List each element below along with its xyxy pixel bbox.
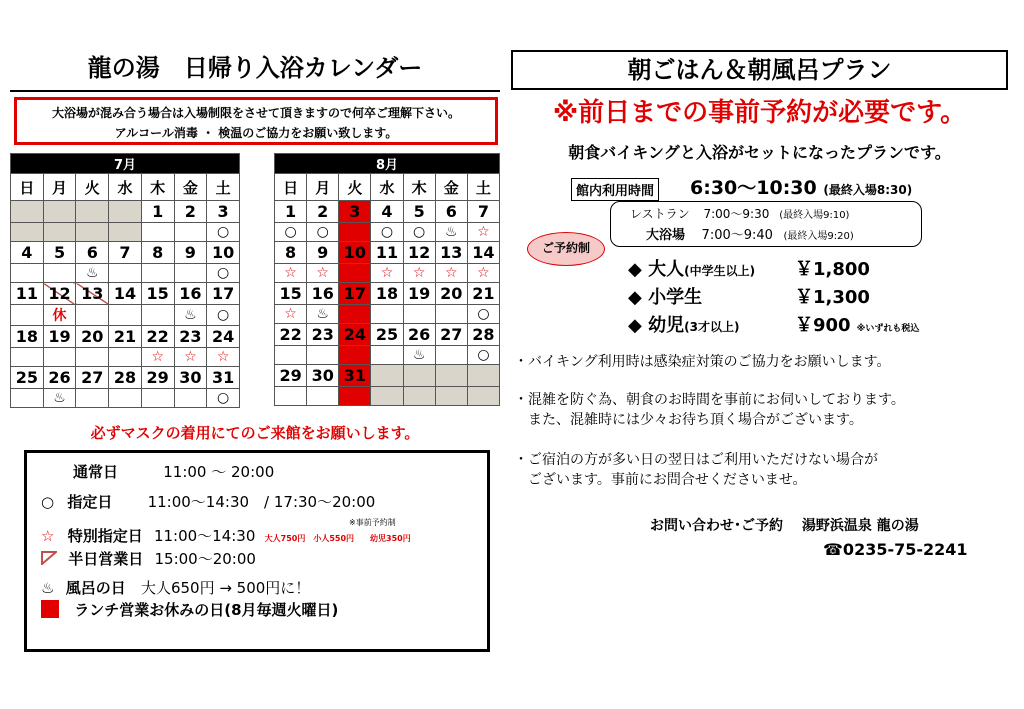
day-cell: 24 — [207, 326, 240, 348]
note-crowd-1: ・混雑を防ぐ為、朝食のお時間を事前にお伺いしております。 — [514, 392, 905, 408]
legend-special-prices: 大人750円 小人550円 幼児350円 — [264, 534, 411, 543]
legend-special-time: 11:00～14:30 — [153, 527, 256, 545]
day-cell: 20 — [435, 283, 467, 305]
day-mark — [339, 264, 371, 283]
day-cell: 4 — [11, 242, 44, 264]
day-mark: ☆ — [207, 348, 240, 367]
day-mark: ○ — [371, 223, 403, 242]
weekday-header: 日 — [11, 174, 44, 201]
day-cell: 25 — [11, 367, 44, 389]
day-cell — [43, 201, 76, 223]
day-mark: ♨ — [403, 346, 435, 365]
red-square-icon — [41, 600, 59, 618]
day-cell: 28 — [109, 367, 142, 389]
day-mark — [76, 348, 109, 367]
restaurant-time: 7:00～9:30 — [703, 207, 770, 221]
price-amount: ￥1,300 — [795, 287, 870, 308]
notice-line-2: アルコール消毒 ・ 検温のご協力をお願い致します。 — [114, 126, 398, 140]
day-mark — [174, 264, 207, 283]
day-mark: ☆ — [371, 264, 403, 283]
day-cell: 16 — [307, 283, 339, 305]
day-mark — [339, 305, 371, 324]
day-cell: 24 — [339, 324, 371, 346]
legend-bath-day-label: 風呂の日 — [65, 579, 126, 597]
day-mark: ○ — [307, 223, 339, 242]
weekday-header: 水 — [371, 174, 403, 201]
weekday-header: 火 — [76, 174, 109, 201]
day-mark: ○ — [467, 305, 499, 324]
circle-icon: ○ — [41, 493, 55, 511]
day-cell: 21 — [109, 326, 142, 348]
weekday-header: 金 — [174, 174, 207, 201]
day-mark — [307, 387, 339, 406]
day-mark — [307, 346, 339, 365]
day-cell: 11 — [371, 242, 403, 264]
legend-special-reserve: ※事前予約制 — [349, 518, 396, 527]
day-mark — [339, 387, 371, 406]
price-child: ◆ 小学生 ￥1,300 — [628, 283, 702, 309]
note-guests-2: ございます。事前にお問合せくださいませ。 — [514, 472, 807, 488]
day-mark: ♨ — [76, 264, 109, 283]
day-cell: 25 — [371, 324, 403, 346]
price-infant: ◆ 幼児(3才以上) ￥900 ※いずれも税込 — [628, 311, 739, 337]
hours-main-time: 6:30～10:30 — [690, 177, 817, 199]
weekday-header: 水 — [109, 174, 142, 201]
hours-main — [690, 173, 912, 200]
day-cell: 2 — [174, 201, 207, 223]
day-mark — [11, 389, 44, 408]
day-mark: ☆ — [275, 264, 307, 283]
day-cell: 12 — [403, 242, 435, 264]
day-mark: ☆ — [435, 264, 467, 283]
weekday-header: 月 — [307, 174, 339, 201]
day-cell: 3 — [339, 201, 371, 223]
day-cell — [76, 201, 109, 223]
weekday-header: 木 — [403, 174, 435, 201]
day-cell: 29 — [275, 365, 307, 387]
restaurant-last: (最終入場9:10) — [779, 210, 850, 221]
legend-halfday — [41, 548, 256, 569]
weekday-header: 日 — [275, 174, 307, 201]
day-mark: ☆ — [467, 264, 499, 283]
day-cell: 22 — [275, 324, 307, 346]
price-amount: ￥900 — [795, 315, 851, 336]
day-cell: 5 — [403, 201, 435, 223]
legend-designated-label: 指定日 — [67, 493, 113, 511]
month-label: 7月 — [11, 154, 240, 174]
legend-halfday-label: 半日営業日 — [68, 550, 144, 568]
bath-last: (最終入場9:20) — [783, 231, 854, 242]
day-cell: 12 — [43, 283, 76, 305]
halfday-triangle-icon — [41, 550, 57, 568]
day-cell: 14 — [467, 242, 499, 264]
legend-box — [24, 450, 490, 652]
legend-halfday-time: 15:00～20:00 — [154, 550, 256, 568]
day-cell — [403, 365, 435, 387]
day-mark: ☆ — [275, 305, 307, 324]
day-cell: 28 — [467, 324, 499, 346]
price-note: (中学生以上) — [684, 264, 756, 278]
day-mark — [141, 305, 174, 326]
month-label: 8月 — [275, 154, 500, 174]
day-mark: ○ — [403, 223, 435, 242]
day-cell — [435, 365, 467, 387]
day-cell: 5 — [43, 242, 76, 264]
day-mark: ○ — [207, 223, 240, 242]
day-mark — [76, 223, 109, 242]
day-mark — [11, 223, 44, 242]
restaurant-hours — [630, 205, 849, 222]
day-mark: ♨ — [307, 305, 339, 324]
reservation-required: ※前日までの事前予約が必要です。 — [552, 98, 967, 128]
day-mark — [109, 348, 142, 367]
day-mark — [371, 387, 403, 406]
note-infection: ・バイキング利用時は感染症対策のご協力をお願いします。 — [514, 354, 891, 370]
hours-label: 館内利用時間 — [571, 178, 659, 201]
mask-notice: 必ずマスクの着用にてのご来館をお願いします。 — [90, 424, 420, 442]
day-mark: ☆ — [307, 264, 339, 283]
weekday-header: 月 — [43, 174, 76, 201]
day-mark — [11, 348, 44, 367]
plan-title: 朝ごはん＆朝風呂プラン — [511, 50, 1008, 90]
price-note: (3才以上) — [684, 320, 740, 334]
price-label: 幼児 — [648, 315, 685, 336]
note-crowd-2: また、混雑時には少々お待ち頂く場合がございます。 — [514, 412, 863, 428]
day-mark: ☆ — [174, 348, 207, 367]
day-mark — [141, 223, 174, 242]
bath-hours — [646, 224, 854, 243]
day-mark — [275, 387, 307, 406]
phone-number[interactable]: ☎0235-75-2241 — [823, 540, 968, 559]
legend-bath-day — [41, 577, 310, 598]
day-mark — [371, 305, 403, 324]
day-mark: ♨ — [43, 389, 76, 408]
weekday-header: 火 — [339, 174, 371, 201]
day-cell: 29 — [141, 367, 174, 389]
day-mark — [141, 264, 174, 283]
day-cell: 18 — [11, 326, 44, 348]
day-mark — [435, 346, 467, 365]
weekday-header: 土 — [207, 174, 240, 201]
reservation-bubble: ご予約制 — [527, 232, 605, 266]
legend-lunch-closed — [41, 599, 338, 620]
day-mark — [109, 305, 142, 326]
day-cell: 19 — [403, 283, 435, 305]
legend-special — [41, 525, 411, 546]
day-cell: 9 — [307, 242, 339, 264]
note-guests-1: ・ご宿泊の方が多い日の翌日はご利用いただけない場合が — [514, 452, 878, 468]
day-cell: 19 — [43, 326, 76, 348]
day-mark — [435, 305, 467, 324]
day-cell: 10 — [339, 242, 371, 264]
day-mark — [109, 389, 142, 408]
day-cell: 18 — [371, 283, 403, 305]
tax-note: ※いずれも税込 — [856, 324, 920, 334]
legend-lunch-closed-text: ランチ営業お休みの日(8月毎週火曜日) — [74, 601, 339, 619]
day-cell: 17 — [339, 283, 371, 305]
day-mark — [141, 389, 174, 408]
day-mark — [76, 305, 109, 326]
day-cell: 15 — [275, 283, 307, 305]
day-cell — [467, 365, 499, 387]
day-cell: 27 — [76, 367, 109, 389]
day-mark: ☆ — [403, 264, 435, 283]
price-label: 小学生 — [648, 287, 703, 308]
hours-last-entry: (最終入場8:30) — [823, 183, 913, 197]
day-mark — [11, 305, 44, 326]
weekday-header: 金 — [435, 174, 467, 201]
legend-designated — [41, 491, 375, 512]
august-calendar — [274, 153, 500, 406]
day-cell: 11 — [11, 283, 44, 305]
price-amount-wrap — [795, 311, 919, 337]
day-cell: 21 — [467, 283, 499, 305]
day-cell: 6 — [435, 201, 467, 223]
contact-text: お問い合わせ･ご予約 湯野浜温泉 龍の湯 — [650, 518, 919, 534]
day-cell: 1 — [275, 201, 307, 223]
day-cell: 30 — [174, 367, 207, 389]
day-cell: 31 — [207, 367, 240, 389]
day-cell: 7 — [109, 242, 142, 264]
day-cell: 7 — [467, 201, 499, 223]
price-adult: ◆ 大人(中学生以上) ￥1,800 — [628, 255, 755, 281]
day-mark: ○ — [275, 223, 307, 242]
day-mark — [435, 387, 467, 406]
day-mark: ☆ — [141, 348, 174, 367]
day-cell — [109, 201, 142, 223]
day-cell: 16 — [174, 283, 207, 305]
day-mark: ○ — [207, 264, 240, 283]
day-cell: 8 — [141, 242, 174, 264]
calendar-title: 龍の湯 日帰り入浴カレンダー — [10, 48, 500, 92]
day-cell: 1 — [141, 201, 174, 223]
july-calendar — [10, 153, 240, 408]
day-mark — [403, 305, 435, 324]
day-cell — [371, 365, 403, 387]
day-cell: 3 — [207, 201, 240, 223]
day-mark — [43, 348, 76, 367]
day-mark — [43, 264, 76, 283]
legend-special-label: 特別指定日 — [67, 527, 143, 545]
price-label: 大人 — [648, 259, 685, 280]
day-cell: 13 — [435, 242, 467, 264]
day-cell — [11, 201, 44, 223]
legend-designated-time: 11:00～14:30 / 17:30～20:00 — [147, 493, 376, 511]
day-cell: 26 — [43, 367, 76, 389]
hot-spring-icon: ♨ — [41, 579, 55, 597]
day-mark — [371, 346, 403, 365]
day-mark — [11, 264, 44, 283]
day-mark — [467, 387, 499, 406]
day-mark — [76, 389, 109, 408]
bath-time: 7:00～9:40 — [701, 228, 773, 243]
day-cell: 2 — [307, 201, 339, 223]
star-icon: ☆ — [41, 527, 55, 545]
day-cell: 23 — [307, 324, 339, 346]
day-mark — [339, 346, 371, 365]
day-cell: 22 — [141, 326, 174, 348]
day-cell: 8 — [275, 242, 307, 264]
day-cell: 31 — [339, 365, 371, 387]
day-mark: ♨ — [435, 223, 467, 242]
day-cell: 26 — [403, 324, 435, 346]
day-mark — [339, 223, 371, 242]
day-cell: 9 — [174, 242, 207, 264]
weekday-header: 木 — [141, 174, 174, 201]
day-mark — [43, 223, 76, 242]
day-cell: 17 — [207, 283, 240, 305]
day-mark — [174, 389, 207, 408]
restaurant-label: レストラン — [630, 207, 690, 221]
bath-label: 大浴場 — [646, 228, 686, 243]
legend-normal-label: 通常日 — [73, 463, 119, 481]
day-cell: 30 — [307, 365, 339, 387]
weekday-header: 土 — [467, 174, 499, 201]
day-cell: 23 — [174, 326, 207, 348]
day-cell: 14 — [109, 283, 142, 305]
day-mark: ♨ — [174, 305, 207, 326]
day-mark — [275, 346, 307, 365]
day-cell: 4 — [371, 201, 403, 223]
day-mark — [109, 223, 142, 242]
day-cell: 27 — [435, 324, 467, 346]
day-cell: 6 — [76, 242, 109, 264]
notice-box — [14, 97, 498, 145]
legend-normal-time: 11:00 ～ 20:00 — [163, 463, 275, 481]
day-mark — [109, 264, 142, 283]
notice-line-1: 大浴場が混み合う場合は入場制限をさせて頂きますので何卒ご理解下さい。 — [51, 106, 460, 120]
day-cell: 13 — [76, 283, 109, 305]
day-mark — [403, 387, 435, 406]
day-cell: 20 — [76, 326, 109, 348]
day-mark: ○ — [207, 305, 240, 326]
day-cell: 15 — [141, 283, 174, 305]
day-mark — [174, 223, 207, 242]
set-plan-text: 朝食バイキングと入浴がセットになったプランです。 — [568, 143, 951, 162]
day-mark: ☆ — [467, 223, 499, 242]
legend-bath-day-text: 大人650円 → 500円に！ — [140, 579, 311, 597]
day-mark: 休 — [43, 305, 76, 326]
price-amount: ￥1,800 — [795, 259, 870, 280]
day-mark: ○ — [467, 346, 499, 365]
day-cell: 10 — [207, 242, 240, 264]
day-mark: ○ — [207, 389, 240, 408]
legend-normal — [73, 461, 274, 482]
